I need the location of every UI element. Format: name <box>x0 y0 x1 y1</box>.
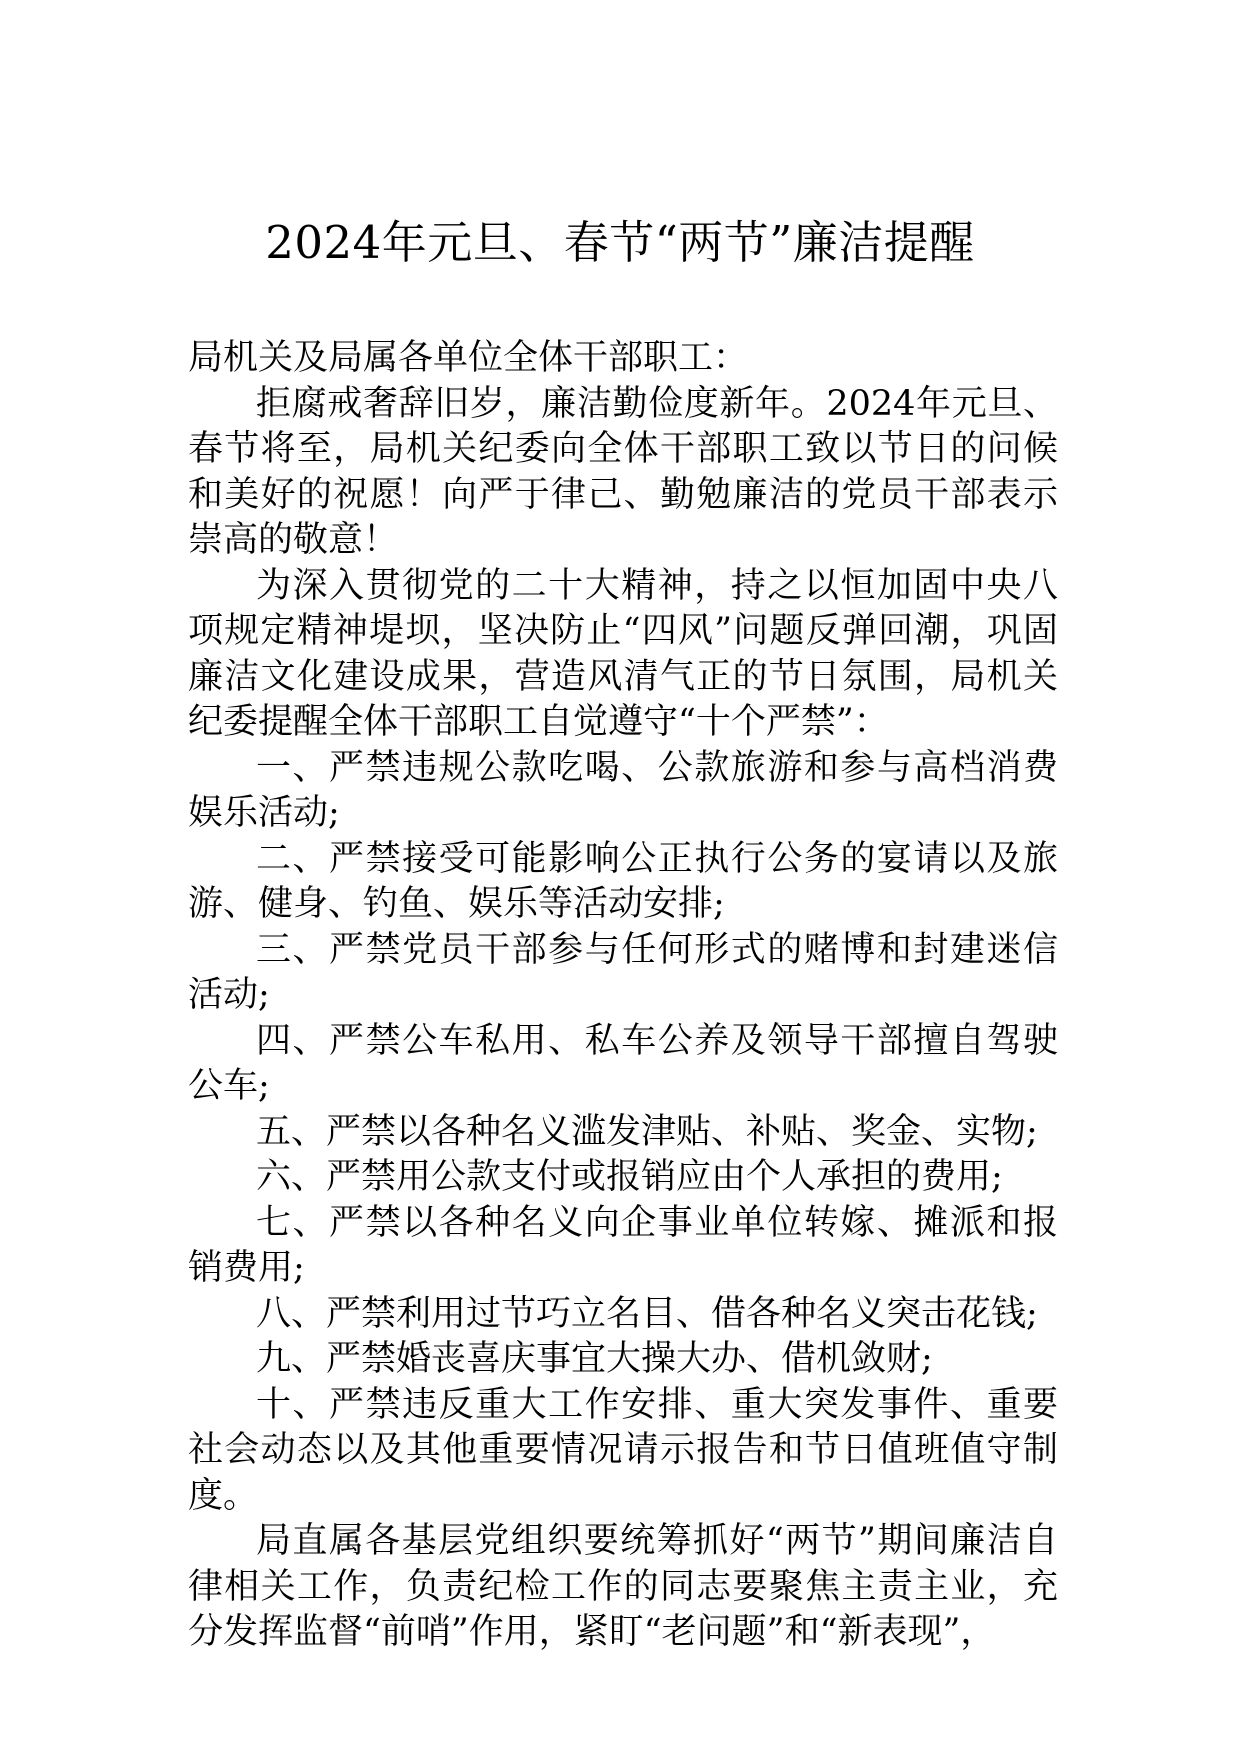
prohibition-item-10: 十、严禁违反重大工作安排、重大突发事件、重要社会动态以及其他重要情况请示报告和节日值班值守制度。 <box>188 1384 1058 1516</box>
paragraph-supervision: 局直属各基层党组织要统筹抓好“两节”期间廉洁自律相关工作，负责纪检工作的同志要聚焦主责主业，充分发挥监督“前哨”作用，紧盯“老问题”和“新表现”， <box>188 1521 1058 1652</box>
prohibition-item-6: 六、严禁用公款支付或报销应由个人承担的费用; <box>256 1157 1003 1197</box>
document-title: 2024年元旦、春节“两节”廉洁提醒 <box>265 216 975 269</box>
paragraph-greeting: 拒腐戒奢辞旧岁，廉洁勤俭度新年。2024年元旦、春节将至，局机关纪委向全体干部职工致以节日的问候和美好的祝愿！向严于律己、勤勉廉洁的党员干部表示崇高的敬意！ <box>188 383 1058 560</box>
prohibition-item-3: 三、严禁党员干部参与任何形式的赌博和封建迷信活动; <box>188 929 1058 1015</box>
prohibition-item-9: 九、严禁婚丧喜庆事宜大操大办、借机敛财; <box>256 1339 933 1379</box>
document-body <box>188 336 1058 1656</box>
prohibition-item-4: 四、严禁公车私用、私车公养及领导干部擅自驾驶公车; <box>188 1020 1058 1106</box>
prohibition-item-1: 一、严禁违规公款吃喝、公款旅游和参与高档消费娱乐活动; <box>188 747 1058 833</box>
prohibition-item-5: 五、严禁以各种名义滥发津贴、补贴、奖金、实物; <box>256 1111 1038 1152</box>
paragraph-intro-ten-prohibitions: 为深入贯彻党的二十大精神，持之以恒加固中央八项规定精神堤坝，坚决防止“四风”问题反弹回潮，巩固廉洁文化建设成果，营造风清气正的节日氛围，局机关纪委提醒全体干部职工自觉遵守“十个严禁”： <box>188 565 1058 742</box>
salutation: 局机关及局属各单位全体干部职工： <box>188 338 749 378</box>
prohibition-item-2: 二、严禁接受可能影响公正执行公务的宴请以及旅游、健身、钓鱼、娱乐等活动安排; <box>188 838 1058 924</box>
prohibition-item-8: 八、严禁利用过节巧立名目、借各种名义突击花钱; <box>256 1293 1038 1334</box>
prohibition-item-7: 七、严禁以各种名义向企事业单位转嫁、摊派和报销费用; <box>188 1202 1058 1288</box>
